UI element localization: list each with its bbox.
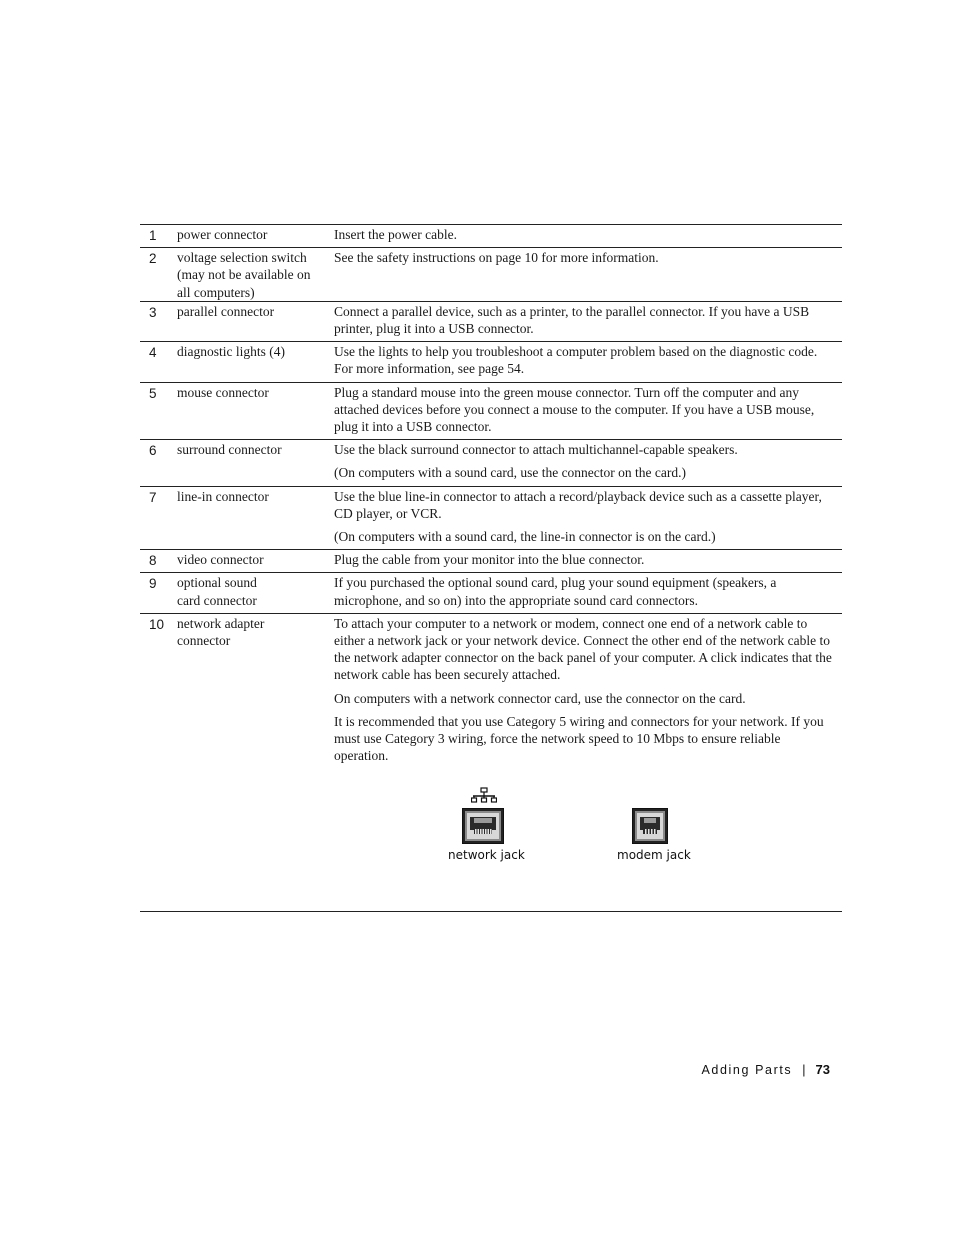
connector-name-line: voltage selection switch <box>177 250 307 266</box>
table-row <box>140 383 842 441</box>
description-paragraph: See the safety instructions on page 10 for more information. <box>334 250 659 266</box>
modem-jack-caption: modem jack <box>617 848 691 862</box>
network-jack-caption: network jack <box>448 848 525 862</box>
row-number: 4 <box>149 345 157 361</box>
connector-description <box>334 342 842 381</box>
connector-name-line: (may not be available on <box>177 267 311 283</box>
connector-name <box>177 225 334 247</box>
description-paragraph: On computers with a network connector card, use the connector on the card. <box>334 690 746 706</box>
description-paragraph: To attach your computer to a network or modem, connect one end of a network cable to either a network jack or your network device. Connect the other end of the network cable to the network adapter connector on the back panel of your computer. A click indicates that the network cable has been securely attached. <box>334 615 832 683</box>
connector-name <box>177 302 334 341</box>
connector-description <box>334 573 842 612</box>
network-symbol-icon <box>471 787 497 803</box>
connector-description <box>334 383 842 440</box>
footer-separator: | <box>802 1063 806 1077</box>
description-paragraph: (On computers with a sound card, the line-in connector is on the card.) <box>334 529 716 545</box>
connector-name-line: parallel connector <box>177 303 275 319</box>
page-number: 73 <box>815 1062 830 1077</box>
connector-name-line: network adapter <box>177 615 265 631</box>
connector-name-line: optional sound <box>177 575 257 591</box>
connector-name <box>177 573 334 612</box>
connector-description <box>334 248 842 301</box>
connector-name-line: all computers) <box>177 284 255 300</box>
row-number: 10 <box>149 616 165 632</box>
connector-name <box>177 487 334 550</box>
description-paragraph: Use the lights to help you troubleshoot a computer problem based on the diagnostic code. For more information, see page 54. <box>334 344 818 377</box>
connector-name-line: surround connector <box>177 442 282 458</box>
description-paragraph: Use the blue line-in connector to attach a record/playback device such as a cassette player, CD player, or VCR. <box>334 488 822 521</box>
description-paragraph: Plug a standard mouse into the green mouse connector. Turn off the computer and any attached devices before you connect a mouse to the computer. If you have a USB mouse, plug it into a USB connector. <box>334 384 815 435</box>
connector-description <box>334 440 842 485</box>
connector-name <box>177 383 334 440</box>
table-row <box>140 440 842 486</box>
row-number: 2 <box>149 251 157 267</box>
network-jack-icon <box>462 808 504 844</box>
connector-name <box>177 342 334 381</box>
description-paragraph: It is recommended that you use Category 5 wiring and connectors for your network. If you must use Category 3 wiring, force the network speed to 10 Mbps to ensure reliable operation. <box>334 713 824 764</box>
description-paragraph: Use the black surround connector to attach multichannel-capable speakers. <box>334 442 738 458</box>
modem-jack-icon <box>632 808 668 844</box>
connector-description <box>334 302 842 341</box>
connector-name <box>177 614 334 905</box>
row-number: 5 <box>149 385 157 401</box>
connector-name <box>177 248 334 301</box>
description-paragraph: (On computers with a sound card, use the connector on the card.) <box>334 465 687 481</box>
connector-description <box>334 614 842 905</box>
connector-description <box>334 225 842 247</box>
table-row <box>140 550 842 573</box>
connector-name-line: diagnostic lights (4) <box>177 344 285 360</box>
connector-description <box>334 487 842 550</box>
row-number: 8 <box>149 553 157 569</box>
connector-name-line: mouse connector <box>177 384 269 400</box>
connector-description <box>334 550 842 572</box>
connector-name <box>177 440 334 485</box>
table-row <box>140 248 842 302</box>
row-number: 3 <box>149 304 157 320</box>
row-number: 9 <box>149 576 157 592</box>
table-row <box>140 225 842 248</box>
table-row <box>140 342 842 382</box>
connector-name-line: connector <box>177 633 231 649</box>
page-footer <box>702 1062 831 1077</box>
connector-name-line: video connector <box>177 552 264 568</box>
connector-name-line: line-in connector <box>177 488 269 504</box>
row-number: 7 <box>149 489 157 505</box>
description-paragraph: Connect a parallel device, such as a printer, to the parallel connector. If you have a USB printer, plug it into a USB connector. <box>334 303 810 337</box>
connector-name-line: card connector <box>177 592 257 608</box>
row-number: 1 <box>149 228 157 243</box>
table-row <box>140 573 842 613</box>
table-row <box>140 487 842 551</box>
connector-name <box>177 550 334 572</box>
description-paragraph: Insert the power cable. <box>334 227 457 242</box>
description-paragraph: If you purchased the optional sound card, plug your sound equipment (speakers, a microphone, and so on) into the appropriate sound card connectors. <box>334 575 777 608</box>
description-paragraph: Plug the cable from your monitor into the blue connector. <box>334 552 645 568</box>
table-row <box>140 302 842 342</box>
connector-name-line: power connector <box>177 227 268 242</box>
bottom-rule <box>140 911 842 912</box>
row-number: 6 <box>149 443 157 459</box>
footer-section-title: Adding Parts <box>701 1063 793 1077</box>
